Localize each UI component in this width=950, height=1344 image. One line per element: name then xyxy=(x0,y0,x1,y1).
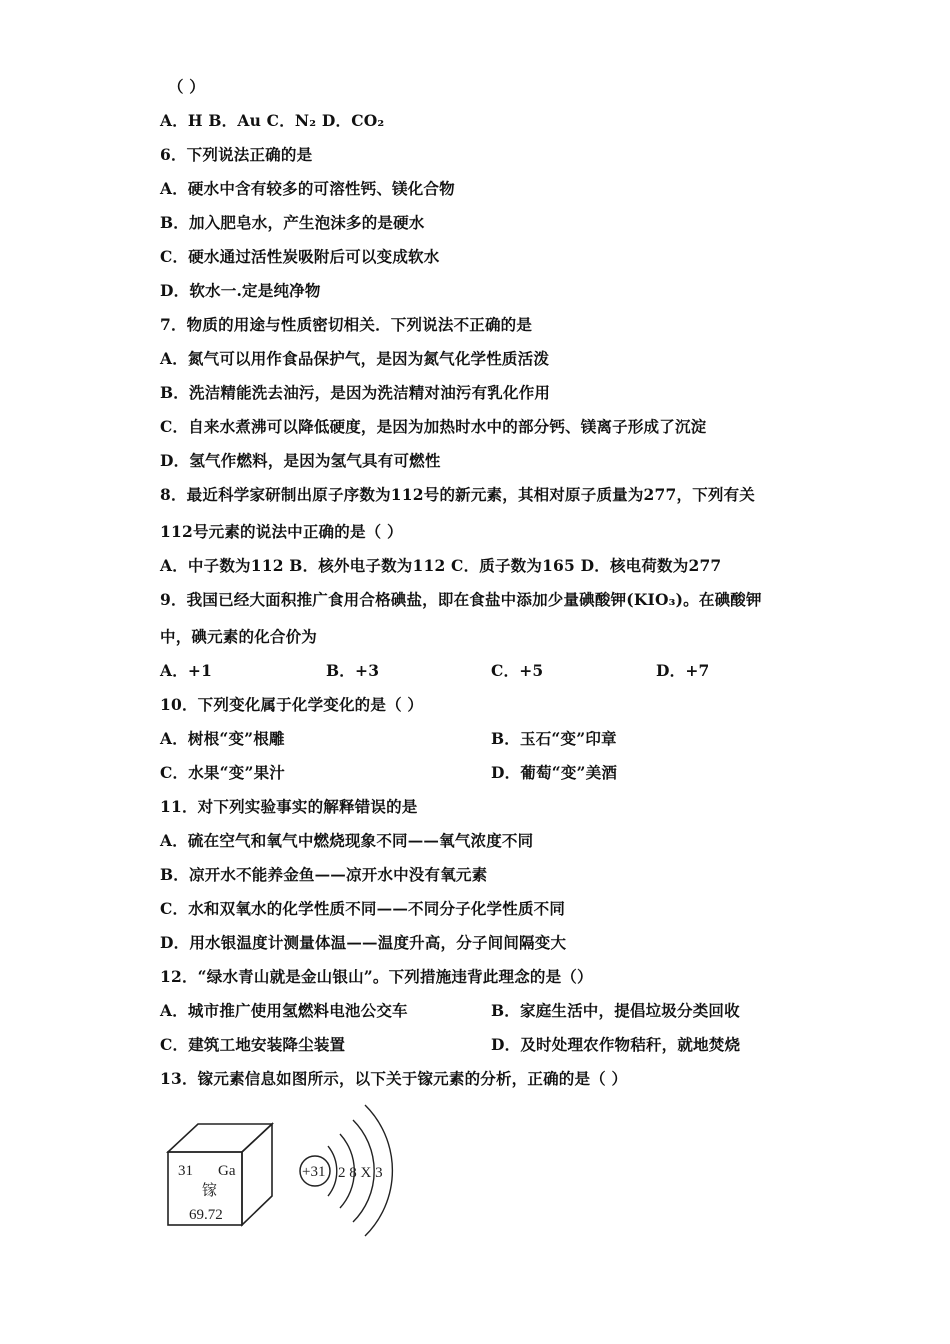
answer-bracket: （ ） xyxy=(168,77,205,96)
q11-option-a: A．硫在空气和氧气中燃烧现象不同——氧气浓度不同 xyxy=(160,831,534,850)
q7-option-d: D．氢气作燃料，是因为氢气具有可燃性 xyxy=(160,451,441,470)
question-8: 8．最近科学家研制出原子序数为112号的新元素，其相对原子质量为277，下列有关 xyxy=(160,485,755,504)
nucleus-charge: +31 xyxy=(302,1164,326,1180)
atomic-number: 31 xyxy=(178,1163,193,1179)
q10-option-d: D．葡萄“变”美酒 xyxy=(491,763,618,782)
q11-option-c: C．水和双氧水的化学性质不同——不同分子化学性质不同 xyxy=(160,899,566,918)
q10-option-b: B．玉石“变”印章 xyxy=(491,729,617,748)
shell-electron-counts: 2 8 X 3 xyxy=(338,1165,383,1181)
q9-option-d: D．+7 xyxy=(656,661,710,680)
q7-option-a: A．氮气可以用作食品保护气，是因为氮气化学性质活泼 xyxy=(160,349,550,368)
q12-option-a: A．城市推广使用氢燃料电池公交车 xyxy=(160,1001,408,1020)
gallium-figure xyxy=(160,1098,420,1248)
question-13: 13．镓元素信息如图所示，以下关于镓元素的分析，正确的是（ ） xyxy=(160,1069,628,1088)
element-name: 镓 xyxy=(202,1183,218,1199)
q10-option-c: C．水果“变”果汁 xyxy=(160,763,285,782)
q5-options: A．H B．Au C．N₂ D．CO₂ xyxy=(160,111,385,130)
atomic-mass: 69.72 xyxy=(189,1207,223,1223)
q11-option-b: B．凉开水不能养金鱼——凉开水中没有氧元素 xyxy=(160,865,488,884)
q6-option-b: B．加入肥皂水，产生泡沫多的是硬水 xyxy=(160,213,425,232)
element-symbol: Ga xyxy=(218,1163,236,1179)
q8-options: A．中子数为112 B．核外电子数为112 C．质子数为165 D．核电荷数为277 xyxy=(160,556,722,575)
question-9-cont: 中，碘元素的化合价为 xyxy=(160,627,318,646)
q6-option-a: A．硬水中含有较多的可溶性钙、镁化合物 xyxy=(160,179,455,198)
question-9: 9．我国已经大面积推广食用合格碘盐，即在食盐中添加少量碘酸钾(KIO₃)。在碘酸钾 xyxy=(160,590,762,609)
q6-option-d: D．软水一.定是纯净物 xyxy=(160,281,321,300)
q12-option-b: B．家庭生活中，提倡垃圾分类回收 xyxy=(491,1001,740,1020)
q6-option-c: C．硬水通过活性炭吸附后可以变成软水 xyxy=(160,247,440,266)
q9-option-b: B．+3 xyxy=(326,661,380,680)
q7-option-b: B．洗洁精能洗去油污，是因为洗洁精对油污有乳化作用 xyxy=(160,383,551,402)
question-7: 7．物质的用途与性质密切相关．下列说法不正确的是 xyxy=(160,315,533,334)
q7-option-c: C．自来水煮沸可以降低硬度，是因为加热时水中的部分钙、镁离子形成了沉淀 xyxy=(160,417,707,436)
gallium-diagram xyxy=(160,1098,420,1248)
q12-option-c: C．建筑工地安装降尘装置 xyxy=(160,1035,346,1054)
q9-option-c: C．+5 xyxy=(491,661,544,680)
question-10: 10．下列变化属于化学变化的是（ ） xyxy=(160,695,424,714)
q9-option-a: A．+1 xyxy=(160,661,213,680)
q10-option-a: A．树根“变”根雕 xyxy=(160,729,285,748)
question-11: 11．对下列实验事实的解释错误的是 xyxy=(160,797,418,816)
question-8-cont: 112号元素的说法中正确的是（ ） xyxy=(160,522,403,541)
question-6: 6．下列说法正确的是 xyxy=(160,145,313,164)
question-12: 12．“绿水青山就是金山银山”。下列措施违背此理念的是（） xyxy=(160,967,593,986)
q11-option-d: D．用水银温度计测量体温——温度升高，分子间间隔变大 xyxy=(160,933,567,952)
q12-option-d: D．及时处理农作物秸秆，就地焚烧 xyxy=(491,1035,741,1054)
